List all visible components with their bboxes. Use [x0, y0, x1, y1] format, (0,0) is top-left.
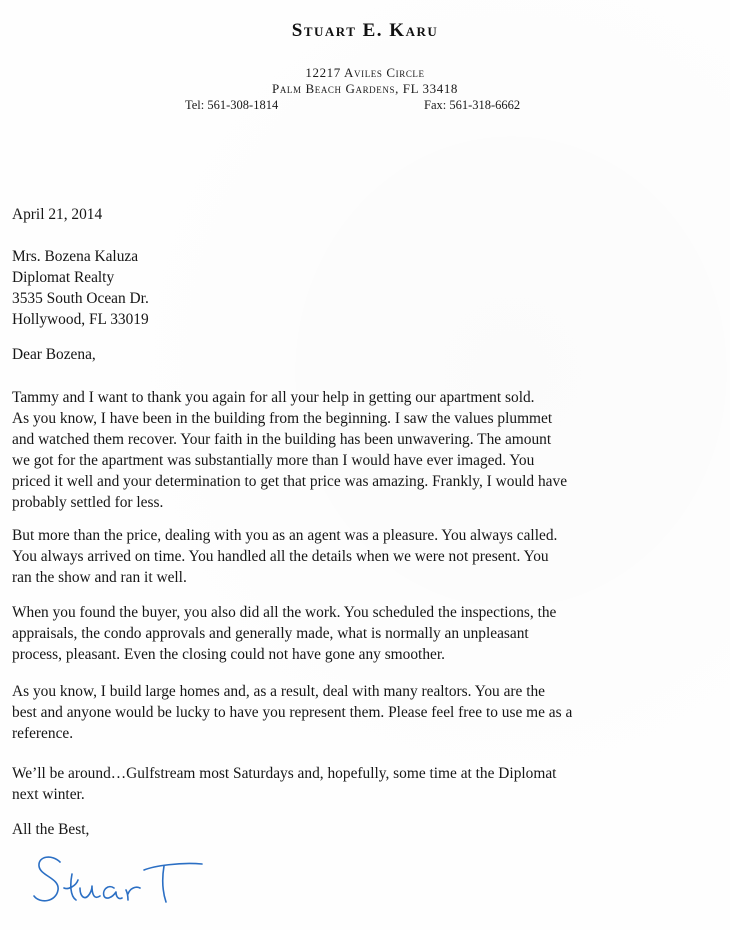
handwritten-signature	[30, 850, 220, 920]
paragraph-line: When you found the buyer, you also did all the work. You scheduled the inspections, the	[12, 604, 557, 621]
paragraph-line: Tammy and I want to thank you again for all your help in getting our apartment sold.	[12, 389, 535, 406]
paragraph-line: ran the show and ran it well.	[12, 569, 187, 586]
paragraph-line: and watched them recover. Your faith in the building has been unwavering. The amount	[12, 431, 552, 448]
letterhead	[0, 0, 730, 120]
closing: All the Best,	[12, 821, 90, 838]
paragraph-line: best and anyone would be lucky to have you represent them. Please feel free to use me as a	[12, 704, 573, 721]
paragraph-line: As you know, I build large homes and, as a result, deal with many realtors. You are the	[12, 683, 546, 700]
recipient-company: Diplomat Realty	[12, 269, 115, 286]
recipient-city: Hollywood, FL 33019	[12, 311, 149, 328]
salutation: Dear Bozena,	[12, 346, 96, 363]
recipient-street: 3535 South Ocean Dr.	[12, 290, 149, 307]
paragraph-line: reference.	[12, 725, 74, 742]
paragraph-line: We’ll be around…Gulfstream most Saturdays and, hopefully, some time at the Diplomat	[12, 765, 557, 782]
paragraph-line: process, pleasant. Even the closing could not have gone any smoother.	[12, 646, 445, 663]
paragraph-line: As you know, I have been in the building from the beginning. I saw the values plummet	[12, 410, 553, 427]
paragraph-line: next winter.	[12, 786, 85, 803]
paragraph-line: probably settled for less.	[12, 494, 164, 511]
paragraph-line: You always arrived on time. You handled all the details when we were not present. You	[12, 548, 549, 565]
paragraph-line: appraisals, the condo approvals and generally made, what is normally an unpleasant	[12, 625, 529, 642]
letterhead-city: Palm Beach Gardens, FL 33418	[271, 81, 459, 96]
paragraph-line: But more than the price, dealing with you as an agent was a pleasure. You always called.	[12, 527, 558, 544]
paragraph-line: priced it well and your determination to get that price was amazing. Frankly, I would have	[12, 473, 568, 490]
letter-date: April 21, 2014	[12, 206, 103, 223]
letterhead-name: Stuart E. Karu	[291, 20, 439, 41]
recipient-name: Mrs. Bozena Kaluza	[12, 248, 139, 265]
letterhead-tel: Tel: 561-308-1814	[185, 98, 279, 112]
letterhead-street: 12217 Aviles Circle	[305, 65, 425, 80]
paragraph-line: we got for the apartment was substantially more than I would have ever imaged. You	[12, 452, 535, 469]
letterhead-fax: Fax: 561-318-6662	[424, 98, 521, 112]
